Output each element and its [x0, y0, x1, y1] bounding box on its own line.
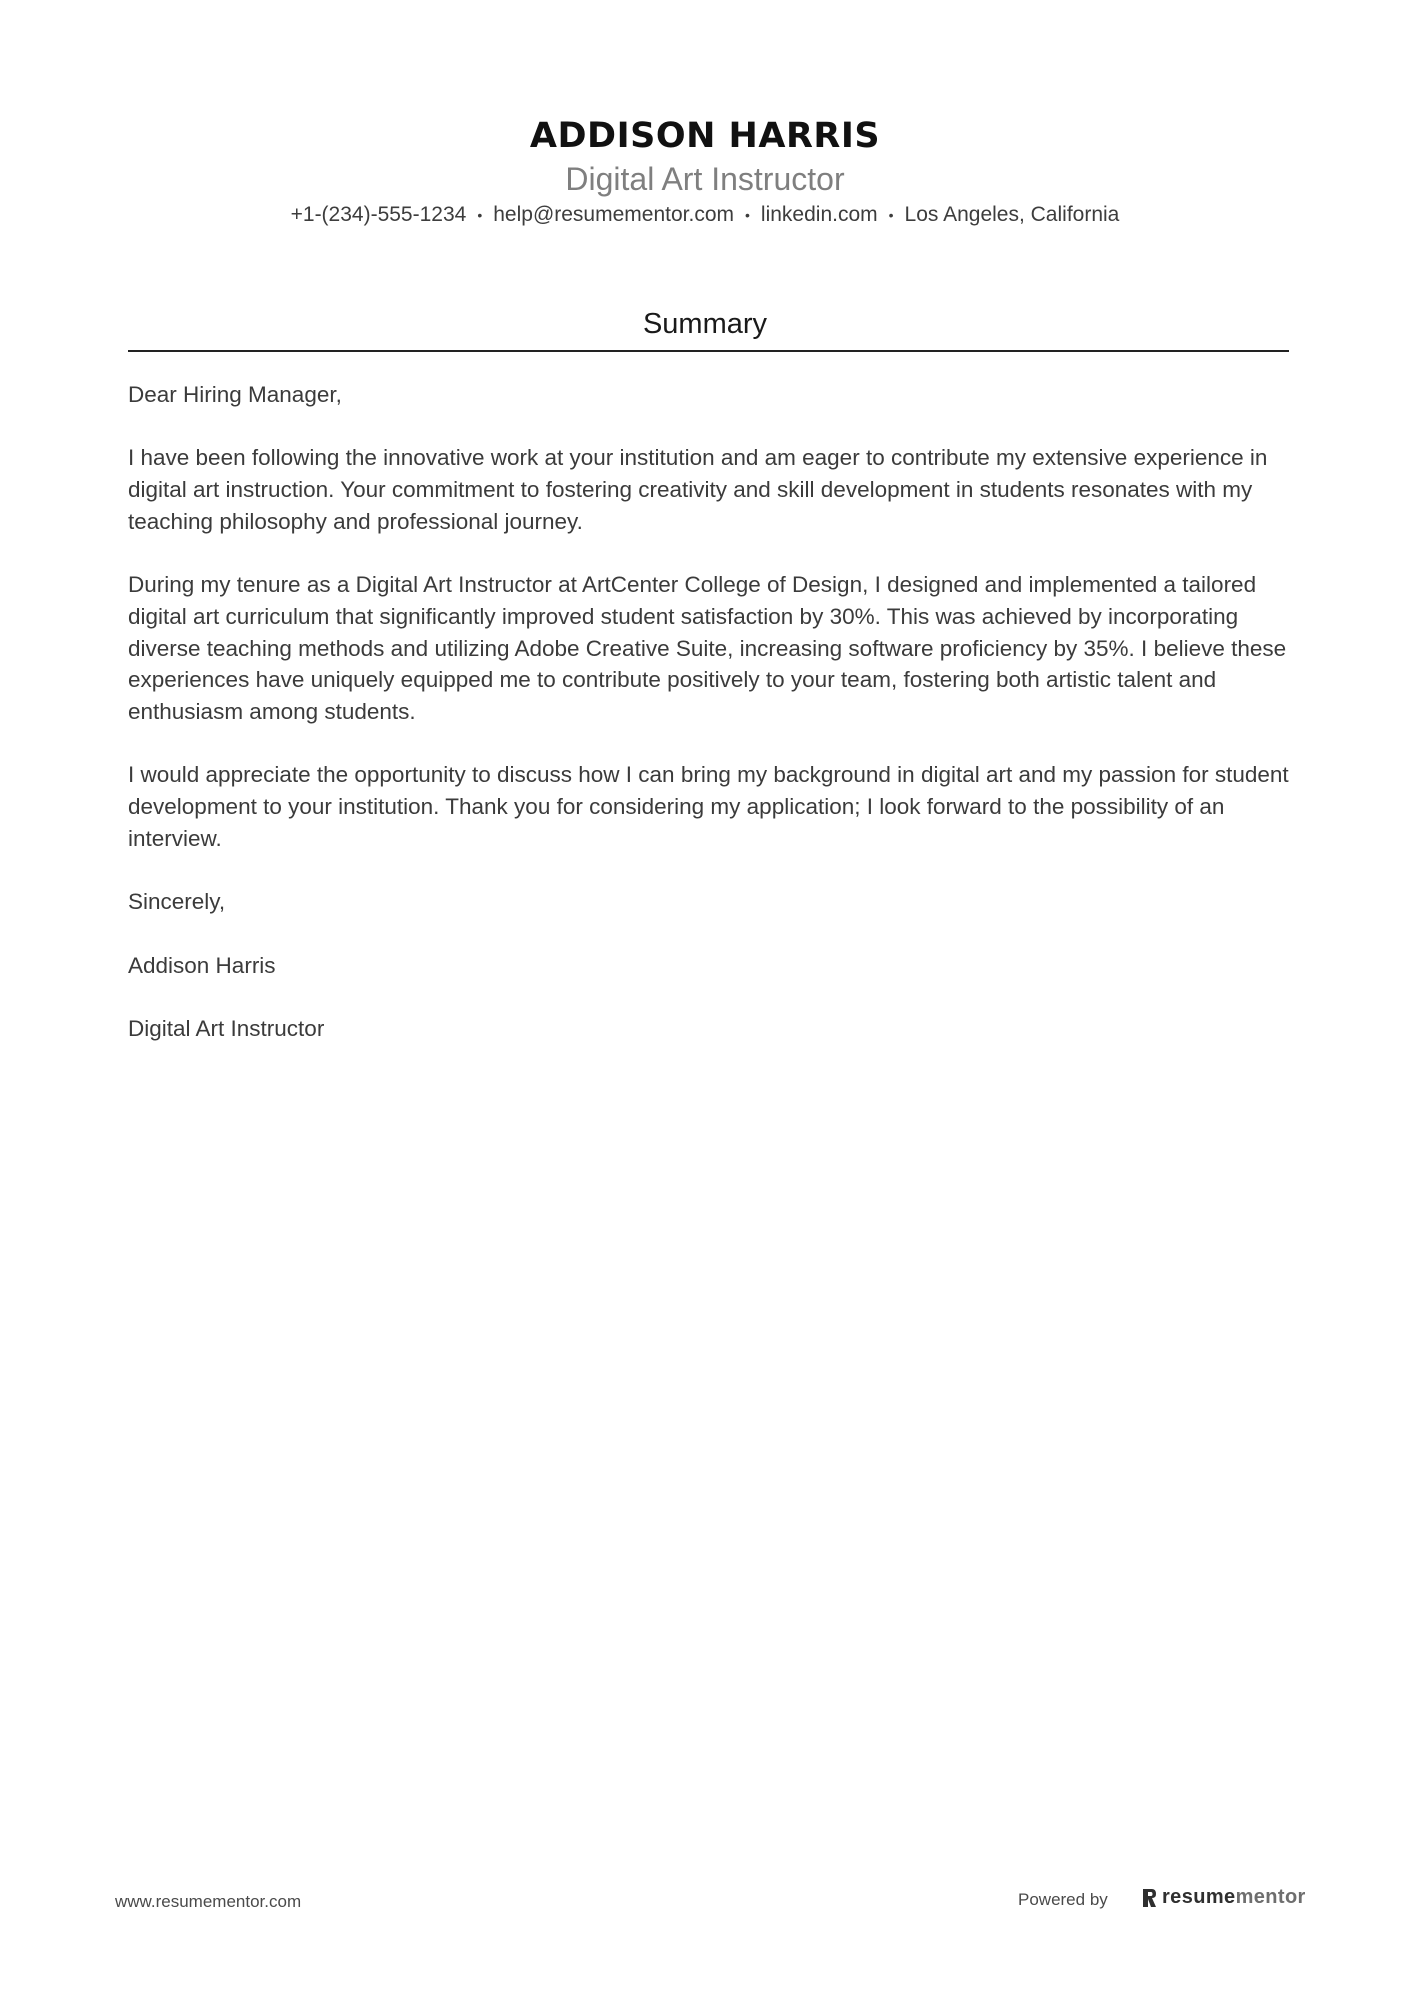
applicant-name: ADDISON HARRIS — [529, 116, 881, 156]
letter-closing: Sincerely, — [128, 889, 226, 915]
contact-phone: +1-(234)-555-1234 — [290, 203, 467, 226]
footer-website-link[interactable]: www.resumementor.com — [115, 1892, 302, 1911]
brand-name-part2: mentor — [1235, 1886, 1306, 1908]
resumementor-logo-icon — [1141, 1887, 1158, 1909]
letter-paragraph: I would appreciate the opportunity to discuss how I can bring my background in digital art and my passion for student development to your institution. Thank you for considering my application; I look forward to the possibility of an interview. — [128, 762, 1289, 851]
letter-paragraph: I have been following the innovative work at your institution and am eager to contribute my extensive experience in digital art instruction. Your commitment to fostering creativity and skill development in students resonates with my teaching philosophy and professional journey. — [128, 445, 1268, 534]
contact-location: Los Angeles, California — [904, 203, 1120, 226]
separator-dot: • — [745, 207, 750, 224]
letter-body — [128, 379, 1289, 1076]
contact-line — [0, 200, 1410, 230]
letter-paragraph: During my tenure as a Digital Art Instructor at ArtCenter College of Design, I designed and implemented a tailored digital art curriculum that significantly improved student satisfaction by 30%. This was achieved by incorporating diverse teaching methods and utilizing Adobe Creative Suite, increasing software proficiency by 35%. I believe these experiences have uniquely equipped me to contribute positively to your team, fostering both artistic talent and enthusiasm among students. — [128, 572, 1287, 724]
section-title-summary: Summary — [642, 308, 768, 340]
header — [0, 112, 1410, 230]
brand-name-part1: resume — [1162, 1886, 1236, 1908]
brand-logo[interactable] — [1141, 1886, 1306, 1909]
separator-dot: • — [888, 207, 894, 224]
section-divider — [128, 350, 1289, 352]
contact-email[interactable]: help@resumementor.com — [493, 203, 734, 226]
job-title: Digital Art Instructor — [565, 161, 845, 197]
contact-linkedin[interactable]: linkedin.com — [760, 203, 878, 226]
powered-by-label: Powered by — [1018, 1890, 1108, 1909]
signature-title: Digital Art Instructor — [128, 1015, 325, 1041]
letter-greeting: Dear Hiring Manager, — [128, 382, 342, 407]
separator-dot: • — [477, 207, 483, 224]
signature-name: Addison Harris — [128, 952, 276, 978]
